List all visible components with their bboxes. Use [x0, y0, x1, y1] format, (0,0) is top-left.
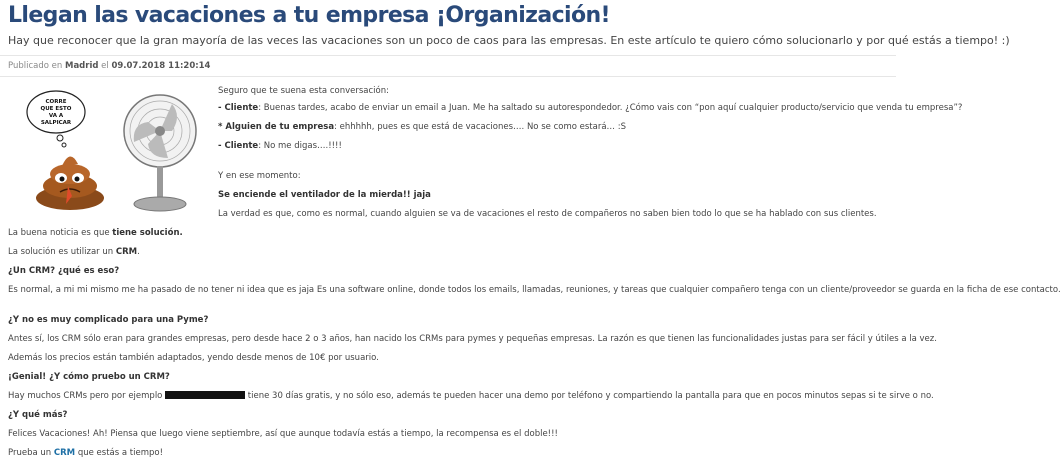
article-title: Llegan las vacaciones a tu empresa ¡Organización! — [8, 3, 610, 28]
bubble-line-3: VA A — [48, 113, 64, 119]
prices-paragraph: Además los precios están también adaptados, yendo desde menos de 10€ por usuario. — [8, 353, 379, 363]
speaker-company: * Alguien de tu empresa — [218, 122, 335, 132]
heading-what-crm-text: ¿Un CRM? ¿qué es eso? — [8, 266, 120, 276]
fan-icon — [124, 95, 196, 211]
speaker-client-2: - Cliente — [218, 141, 259, 151]
try-text-b: tiene 30 días gratis, y no sólo eso, además te pueden hacer una demo por teléfono y compartiendo la pantalla para que en pocos minutos sepas si te sirve o no. — [245, 391, 934, 401]
conversation-fan-line — [218, 190, 431, 201]
redacted-link[interactable] — [165, 391, 245, 399]
bubble-line-2: QUE ESTO — [40, 106, 72, 112]
closing-suffix: que estás a tiempo! — [75, 448, 163, 458]
crm-link[interactable]: CRM — [53, 448, 76, 458]
heading-more — [8, 410, 68, 421]
solution-text: La solución es utilizar un — [8, 247, 116, 257]
speaker-client-1: - Cliente — [218, 103, 259, 113]
good-news-text: La buena noticia es que — [8, 228, 113, 238]
article-illustration — [22, 86, 212, 216]
meta-datetime: 09.07.2018 11:20:14 — [111, 61, 211, 71]
conversation-intro: Seguro que te suena esta conversación: — [218, 86, 389, 96]
good-news-bold: tiene solución. — [112, 228, 183, 238]
meta-prefix: Publicado en — [8, 61, 63, 71]
heading-pyme — [8, 315, 208, 326]
poop-emoji-icon — [36, 156, 104, 210]
line-2-text: : ehhhhh, pues es que está de vacaciones…. No se como estará… :S — [334, 122, 626, 132]
closing-prefix: Prueba un — [8, 448, 54, 458]
bubble-line-1: CORRE — [45, 99, 67, 105]
holidays-paragraph: Felices Vacaciones! Ah! Piensa que luego viene septiembre, así que aunque todavía estás a tiempo, la recompensa es el doble!!! — [8, 429, 558, 439]
article-subtitle: Hay que reconocer que la gran mayoría de las veces las vacaciones son un poco de caos para las empresas. En este artículo te quiero cómo solucionarlo y por qué estás a tiempo! :) — [8, 34, 1010, 47]
conversation-reality: La verdad es que, como es normal, cuando alguien se va de vacaciones el resto de compañeros no saben bien todo lo que se ha hablado con sus clientes. — [218, 209, 877, 219]
meta-location[interactable]: Madrid — [64, 61, 99, 71]
fan-line-bold: Se enciende el ventilador de la mierda!! jaja — [218, 190, 431, 200]
heading-what-crm — [8, 266, 119, 277]
try-paragraph — [8, 391, 934, 402]
try-text-a: Hay muchos CRMs pero por ejemplo — [8, 391, 163, 401]
heading-pyme-text: ¿Y no es muy complicado para una Pyme? — [8, 315, 209, 325]
solution-suffix: . — [137, 247, 140, 257]
article-meta — [0, 55, 896, 77]
heading-try — [8, 372, 170, 383]
meta-connector: el — [101, 61, 109, 71]
conversation-line-2 — [218, 122, 626, 133]
heading-try-text: ¡Genial! ¿Y cómo pruebo un CRM? — [8, 372, 170, 382]
conversation-line-3 — [218, 141, 342, 152]
bubble-line-4: SALPICAR — [40, 120, 72, 126]
conversation-line-1 — [218, 103, 962, 114]
closing-paragraph — [8, 448, 163, 459]
pyme-paragraph: Antes sí, los CRM sólo eran para grandes empresas, pero desde hace 2 o 3 años, han nacido los CRMs para pymes y pequeñas empresas. La razón es que tienen las funcionalidades justas para ser fácil y útiles a la vez. — [8, 334, 937, 344]
heading-more-text: ¿Y qué más? — [8, 410, 68, 420]
line-3-text: : No me digas….!!!! — [258, 141, 342, 151]
speech-bubble — [27, 91, 85, 147]
solution-bold: CRM — [115, 247, 138, 257]
what-crm-paragraph: Es normal, a mi mi mismo me ha pasado de no tener ni idea que es jaja Es una software online, donde todos los emails, llamadas, reuniones, y tareas que cualquier compañero tenga con un cliente/proveedor se guarda en la ficha de ese contacto. — [8, 285, 1061, 295]
conversation-then: Y en ese momento: — [218, 171, 301, 181]
solution-paragraph — [8, 247, 140, 258]
good-news-paragraph — [8, 228, 183, 239]
line-1-text: : Buenas tardes, acabo de enviar un email a Juan. Me ha saltado su autorespondedor. ¿Cómo vais con “pon aquí cualquier producto/servicio que venda tu empresa”? — [258, 103, 963, 113]
